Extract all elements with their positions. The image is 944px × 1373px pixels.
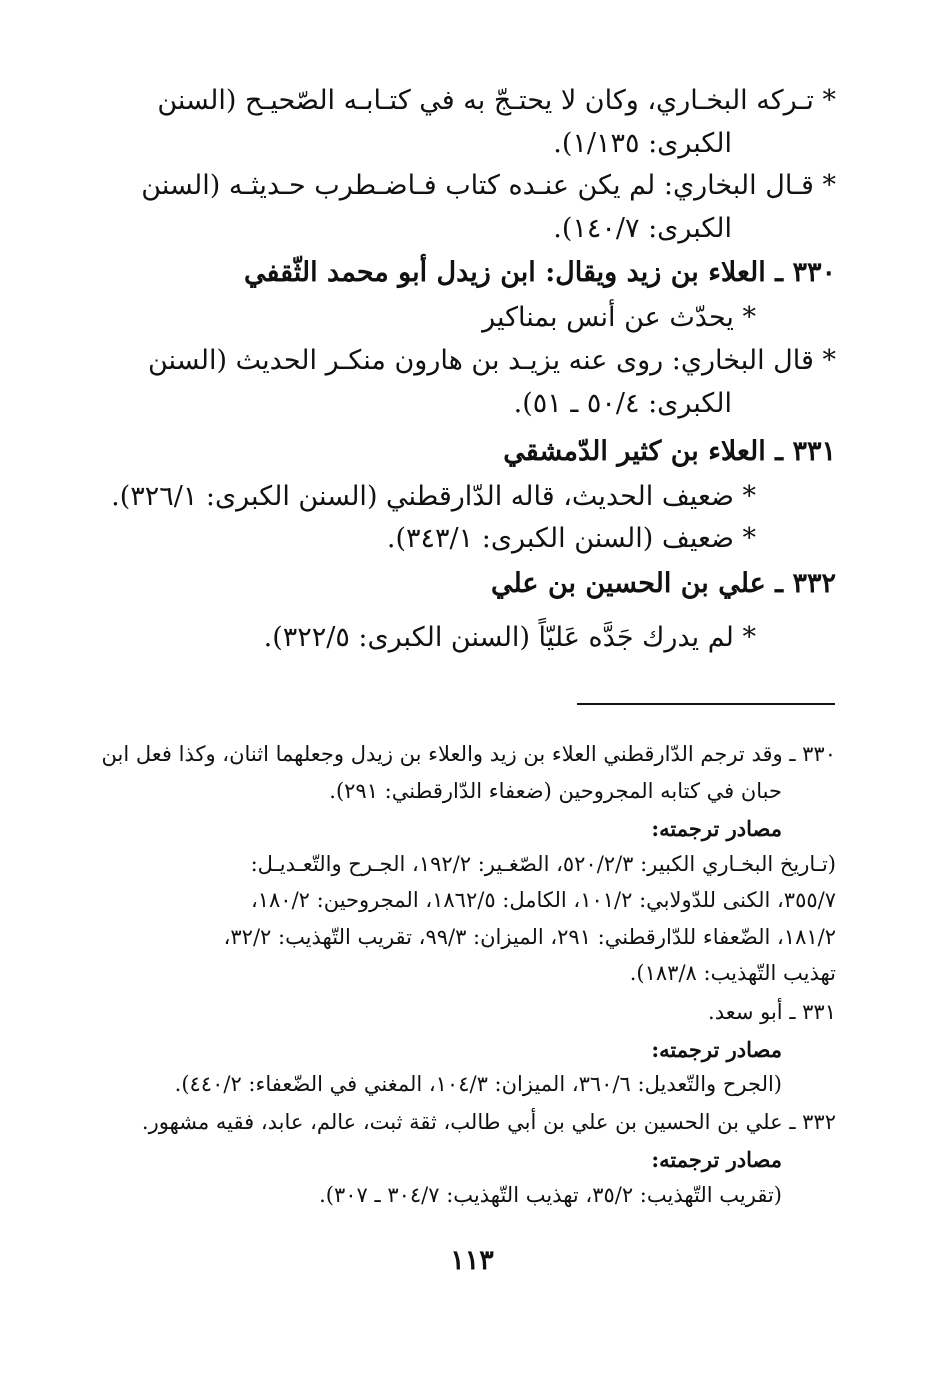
text-line: * قال البخاري: روى عنه يزيـد بن هارون منكـر الحديث (السنن	[148, 345, 836, 376]
footnote-subheading: مصادر ترجمته:	[651, 1147, 782, 1172]
text-line: * ضعيف الحديث، قاله الدّارقطني (السنن الكبرى: ٣٢٦/١).	[111, 481, 756, 512]
footnote-line: (الجرح والتّعديل: ٣٦٠/٦، الميزان: ١٠٤/٣، المغني في الضّعفاء: ٤٤٠/٢).	[174, 1072, 782, 1096]
entry-heading-331: ٣٣١ ـ العلاء بن كثير الدّمشقي	[503, 436, 836, 467]
text-line: * لم يدرك جَدَّه عَليّاً (السنن الكبرى: ٣٢٢/٥).	[263, 622, 756, 653]
footnote-line: ٣٣٠ ـ وقد ترجم الدّارقطني العلاء بن زيد والعلاء بن زيدل وجعلهما اثنان، وكذا فعل ابن	[101, 742, 836, 766]
footnote-line: ٣٣١ ـ أبو سعد.	[708, 1000, 836, 1024]
text-line: * قـال البخاري: لم يكن عنـده كتاب فـاضـطرب حـديثـه (السنن	[141, 170, 836, 201]
footnote-subheading: مصادر ترجمته:	[651, 816, 782, 841]
footnote-separator	[577, 703, 835, 705]
footnote-line: ١٨١/٢، الضّعفاء للدّارقطني: ٢٩١، الميزان: ٩٩/٣، تقريب التّهذيب: ٣٢/٢،	[223, 925, 836, 949]
page-number: ١١٣	[450, 1245, 494, 1276]
text-line: * تـركه البخـاري، وكان لا يحتـجّ به في كتـابـه الصّحيـح (السنن	[157, 85, 836, 116]
entry-heading-330: ٣٣٠ ـ العلاء بن زيد ويقال: ابن زيدل أبو محمد الثّقفي	[243, 257, 836, 288]
footnote-line: (تـاريخ البخـاري الكبير: ٥٢٠/٢/٣، الصّغـير: ١٩٢/٢، الجـرح والتّعـديـل:	[250, 852, 836, 876]
text-line: الكبرى: ١/١٣٥).	[553, 128, 732, 159]
footnote-line: (تقريب التّهذيب: ٣٥/٢، تهذيب التّهذيب: ٣٠٤/٧ ـ ٣٠٧).	[319, 1183, 782, 1207]
text-line: الكبرى: ٥٠/٤ ـ ٥١).	[513, 388, 732, 419]
text-line: * ضعيف (السنن الكبرى: ٣٤٣/١).	[386, 523, 756, 554]
footnote-line: تهذيب التّهذيب: ١٨٣/٨).	[629, 961, 836, 985]
text-line: الكبرى: ١٤٠/٧).	[553, 213, 732, 244]
footnote-subheading: مصادر ترجمته:	[651, 1037, 782, 1062]
footnote-line: ٣٣٢ ـ علي بن الحسين بن علي بن أبي طالب، ثقة ثبت، عالم، عابد، فقيه مشهور.	[141, 1110, 836, 1134]
footnote-line: ٣٥٥/٧، الكنى للدّولابي: ١٠١/٢، الكامل: ١٨٦٢/٥، المجروحين: ١٨٠/٢،	[250, 888, 836, 912]
footnote-line: حبان في كتابه المجروحين (ضعفاء الدّارقطني: ٢٩١).	[329, 779, 782, 803]
text-line: * يحدّث عن أنس بمناكير	[482, 302, 756, 333]
entry-heading-332: ٣٣٢ ـ علي بن الحسين بن علي	[490, 568, 836, 599]
